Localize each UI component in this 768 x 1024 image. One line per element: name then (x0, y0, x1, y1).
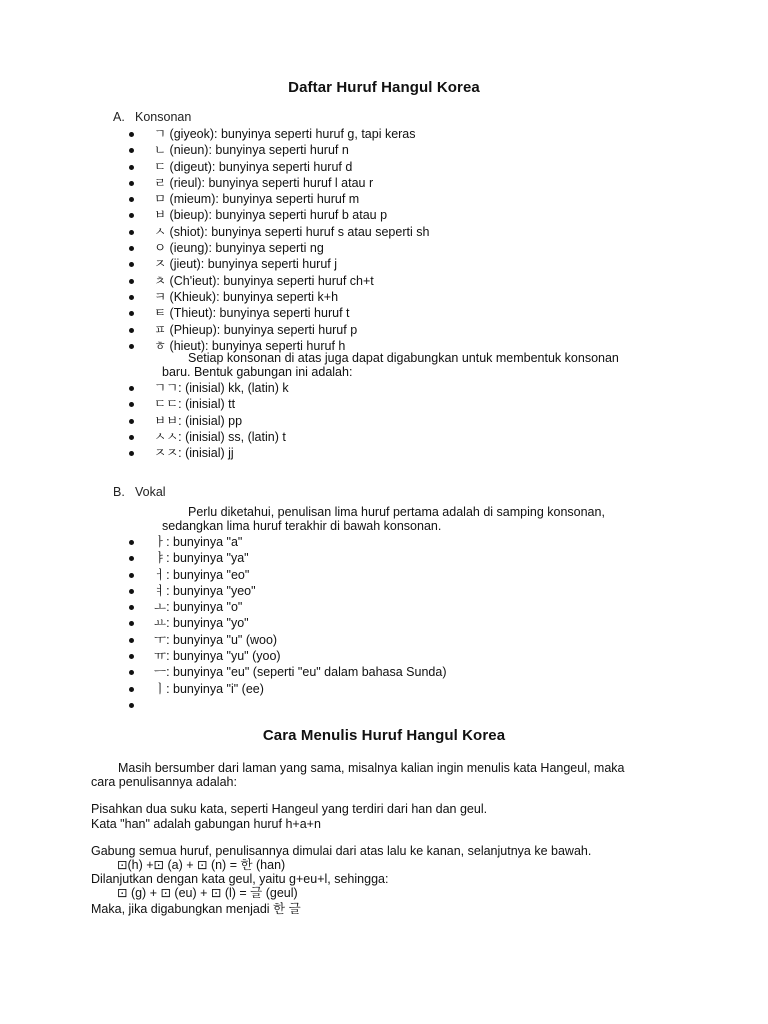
double-consonant-text: ㅂㅂ: (inisial) pp (154, 413, 243, 428)
vowel-text: ㅕ: bunyinya "yeo" (154, 583, 256, 598)
bullet-icon (129, 670, 134, 675)
bullet-icon (129, 181, 134, 186)
bullet-icon (129, 386, 134, 391)
han-formula: ⊡(h) +⊡ (a) + ⊡ (n) = 한 (han) (117, 858, 286, 872)
bullet-icon (129, 279, 134, 284)
section-b-letter: B. (113, 485, 125, 499)
consonant-text: ㄱ (giyeok): bunyinya seperti huruf g, tapi keras (154, 127, 416, 141)
intro-line1: Masih bersumber dari laman yang sama, misalnya kalian ingin menulis kata Hangeul, maka (118, 761, 625, 775)
vowel-text: ㅛ: bunyinya "yo" (154, 616, 249, 631)
geul-intro: Dilanjutkan dengan kata geul, yaitu g+eu+l, sehingga: (91, 872, 389, 886)
bullet-icon (129, 311, 134, 316)
vowel-text: ㅠ: bunyinya "yu" (yoo) (154, 649, 281, 664)
vowel-text: ㅜ: bunyinya "u" (woo) (154, 632, 278, 647)
page-title: Daftar Huruf Hangul Korea (288, 79, 480, 96)
consonant-text: ㅎ (hieut): bunyinya seperti huruf h (154, 338, 346, 353)
consonant-text: ㅅ (shiot): bunyinya seperti huruf s atau seperti sh (154, 224, 430, 239)
consonant-text: ㅂ (bieup): bunyinya seperti huruf b atau p (154, 208, 388, 223)
vowel-text: ㅗ: bunyinya "o" (154, 600, 243, 615)
consonant-note-line1: Setiap konsonan di atas juga dapat digabungkan untuk membentuk konsonan (188, 351, 619, 365)
double-consonant-text: ㅅㅅ: (inisial) ss, (latin) t (154, 429, 286, 444)
bullet-icon (129, 638, 134, 643)
bullet-icon (129, 246, 134, 251)
bullet-icon (129, 328, 134, 333)
section-b-label: Vokal (135, 485, 166, 499)
split-line: Pisahkan dua suku kata, seperti Hangeul yang terdiri dari han dan geul. (91, 802, 488, 816)
bullet-icon (129, 687, 134, 692)
bullet-icon (129, 230, 134, 235)
intro-line2: cara penulisannya adalah: (91, 775, 237, 789)
bullet-icon (129, 654, 134, 659)
bullet-icon (129, 132, 134, 137)
vowel-note-line2: sedangkan lima huruf terakhir di bawah konsonan. (162, 519, 442, 533)
bullet-icon (129, 402, 134, 407)
bullet-icon (129, 262, 134, 267)
vowel-text: ㅏ: bunyinya "a" (154, 535, 243, 549)
vowel-text: ㅣ: bunyinya "i" (ee) (154, 681, 264, 696)
bullet-icon (129, 148, 134, 153)
bullet-icon (129, 435, 134, 440)
han-line: Kata "han" adalah gabungan huruf h+a+n (91, 817, 321, 831)
consonant-text: ㄷ (digeut): bunyinya seperti huruf d (154, 159, 353, 174)
double-consonant-text: ㄱㄱ: (inisial) kk, (latin) k (154, 381, 289, 395)
bullet-icon (129, 621, 134, 626)
consonant-text: ㅌ (Thieut): bunyinya seperti huruf t (154, 306, 350, 321)
bullet-icon (129, 589, 134, 594)
section-a-letter: A. (113, 110, 125, 124)
bullet-icon (129, 703, 134, 708)
consonant-text: ㅁ (mieum): bunyinya seperti huruf m (154, 192, 360, 207)
bullet-icon (129, 605, 134, 610)
section-a-label: Konsonan (135, 110, 192, 124)
bullet-icon (129, 344, 134, 349)
consonant-text: ㅋ (Khieuk): bunyinya seperti k+h (154, 289, 339, 304)
consonant-text: ㅇ (ieung): bunyinya seperti ng (154, 241, 324, 256)
bullet-icon (129, 451, 134, 456)
bullet-icon (129, 213, 134, 218)
vowel-text: ㅡ: bunyinya "eu" (seperti "eu" dalam bahasa Sunda) (154, 665, 447, 680)
consonant-text: ㅈ (jieut): bunyinya seperti huruf j (154, 257, 337, 272)
consonant-text: ㅊ (Ch'ieut): bunyinya seperti huruf ch+t (154, 273, 374, 288)
section-b-heading (113, 485, 166, 499)
bullet-icon (129, 573, 134, 578)
combine-line: Gabung semua huruf, penulisannya dimulai dari atas lalu ke kanan, selanjutnya ke bawah. (91, 844, 592, 858)
section-a-heading (113, 110, 191, 124)
geul-formula: ⊡ (g) + ⊡ (eu) + ⊡ (l) = 글 (geul) (117, 886, 298, 900)
consonant-note-line2: baru. Bentuk gabungan ini adalah: (162, 365, 353, 379)
consonant-text: ㄹ (rieul): bunyinya seperti huruf l atau r (154, 175, 374, 190)
double-consonant-text: ㅈㅈ: (inisial) jj (154, 446, 234, 461)
final-line: Maka, jika digabungkan menjadi 한 글 (91, 902, 301, 916)
double-consonant-text: ㄷㄷ: (inisial) tt (154, 397, 236, 412)
consonant-text: ㅍ (Phieup): bunyinya seperti huruf p (154, 322, 358, 337)
bullet-icon (129, 556, 134, 561)
consonant-text: ㄴ (nieun): bunyinya seperti huruf n (154, 143, 349, 158)
vowel-note-line1: Perlu diketahui, penulisan lima huruf pertama adalah di samping konsonan, (188, 505, 605, 519)
section-title-writing: Cara Menulis Huruf Hangul Korea (262, 727, 506, 744)
bullet-icon (129, 165, 134, 170)
vowel-text: ㅓ: bunyinya "eo" (154, 567, 250, 582)
bullet-icon (129, 419, 134, 424)
bullet-icon (129, 197, 134, 202)
bullet-icon (129, 540, 134, 545)
vowel-text: ㅑ: bunyinya "ya" (154, 551, 249, 566)
bullet-icon (129, 295, 134, 300)
